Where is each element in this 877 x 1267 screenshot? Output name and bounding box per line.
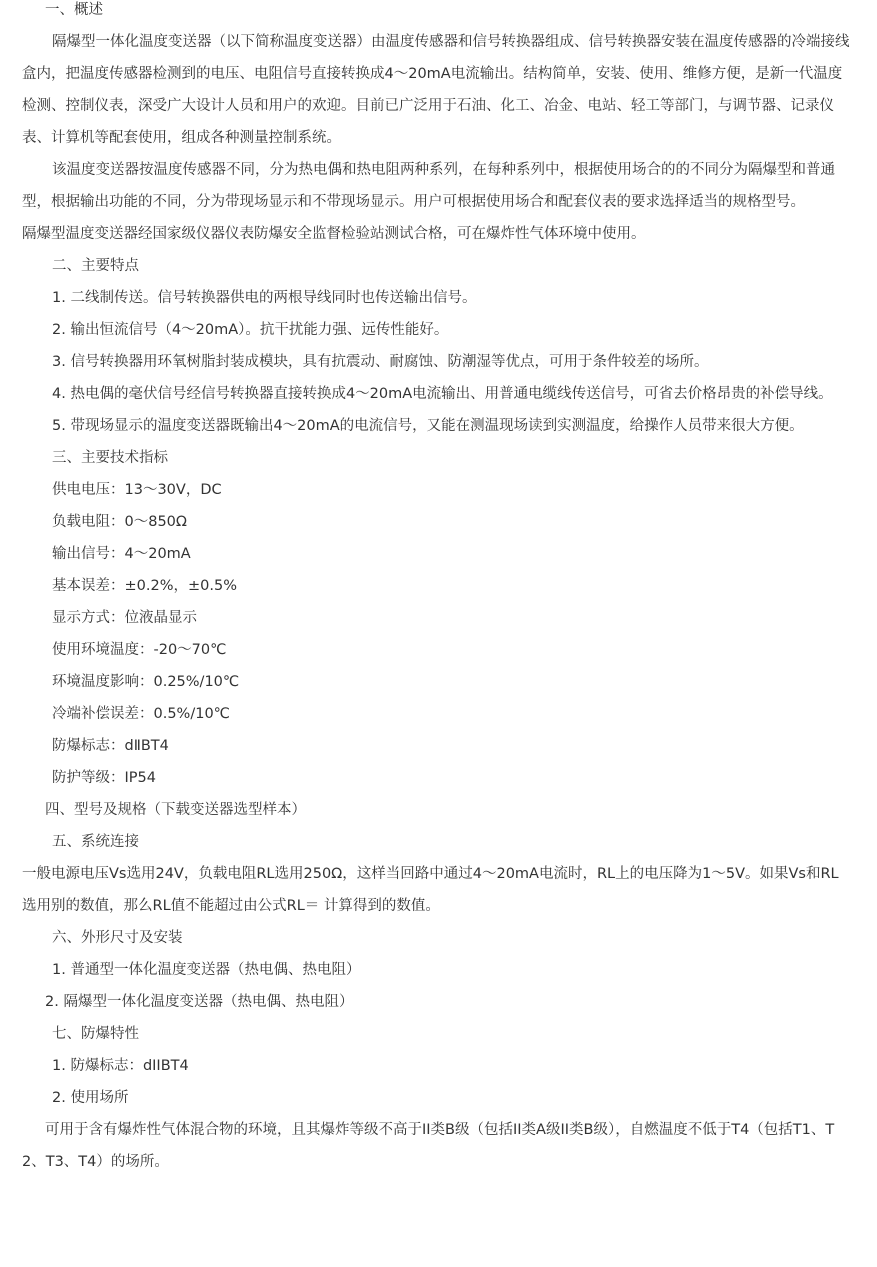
paragraph: 供电电压：13～30V，DC [52,482,222,498]
paragraph: 使用环境温度：-20～70℃ [52,642,227,658]
paragraph: 1. 二线制传送。信号转换器供电的两根导线同时也传送输出信号。 [52,290,477,306]
paragraph: 1. 普通型一体化温度变送器（热电偶、热电阻） [52,962,361,978]
paragraph: 负载电阻：0～850Ω [52,514,187,530]
paragraph: 可用于含有爆炸性气体混合物的环境，且其爆炸等级不高于II类B级（包括II类A级II类B级），自燃温度不低于T4（包括T1、T2、T3、T4）的场所。 [22,1122,835,1170]
paragraph: 一般电源电压Ⅴs选用24V，负载电阻RL选用250Ω，这样当回路中通过4～20mA电流时，RL上的电压降为1～5V。如果Ⅴs和RL选用别的数值，那么RL值不能超过由公式RL＝ 计算得到的数值。 [22,866,839,914]
paragraph: 4. 热电偶的毫伏信号经信号转换器直接转换成4～20mA电流输出、用普通电缆线传送信号，可省去价格昂贵的补偿导线。 [52,386,833,402]
paragraph: 5. 带现场显示的温度变送器既输出4～20mA的电流信号，又能在测温现场读到实测温度，给操作人员带来很大方便。 [52,418,804,434]
paragraph: 隔爆型温度变送器经国家级仪器仪表防爆安全监督检验站测试合格，可在爆炸性气体环境中使用。 [22,226,646,242]
paragraph: 2. 隔爆型一体化温度变送器（热电偶、热电阻） [45,994,354,1010]
paragraph: 3. 信号转换器用环氧树脂封装成模块，具有抗震动、耐腐蚀、防潮湿等优点，可用于条件较差的场所。 [52,354,709,370]
paragraph: 二、主要特点 [52,258,139,274]
paragraph: 环境温度影响：0.25%/10℃ [52,674,240,690]
paragraph: 七、防爆特性 [52,1026,139,1042]
paragraph: 防爆标志：dⅡBT4 [52,738,169,754]
paragraph: 1. 防爆标志：dIIBT4 [52,1058,189,1074]
paragraph: 冷端补偿误差：0.5%/10℃ [52,706,230,722]
paragraph: 2. 使用场所 [52,1090,129,1106]
paragraph: 三、主要技术指标 [52,450,168,466]
paragraph: 五、系统连接 [52,834,139,850]
paragraph: 2. 输出恒流信号（4～20mA）。抗干扰能力强、远传性能好。 [52,322,449,338]
paragraph: 该温度变送器按温度传感器不同，分为热电偶和热电阻两种系列，在每种系列中，根据使用场合的的不同分为隔爆型和普通型，根据输出功能的不同，分为带现场显示和不带现场显示。用户可根据使用场合和配套仪表的要求选择适当的规格型号。 [22,162,835,210]
document-body [22,0,852,1178]
paragraph: 四、型号及规格（下载变送器选型样本） [45,802,306,818]
paragraph: 六、外形尺寸及安装 [52,930,183,946]
paragraph: 防护等级：IP54 [52,770,156,786]
paragraph: 基本误差：±0.2%，±0.5% [52,578,237,594]
paragraph: 显示方式：位液晶显示 [52,610,197,626]
paragraph: 隔爆型一体化温度变送器（以下简称温度变送器）由温度传感器和信号转换器组成、信号转换器安装在温度传感器的冷端接线盒内，把温度传感器检测到的电压、电阻信号直接转换成4～20mA电流输出。结构简单，安装、使用、维修方便，是新一代温度检测、控制仪表，深受广大设计人员和用户的欢迎。目前已广泛用于石油、化工、冶金、电站、轻工等部门，与调节器、记录仪表、计算机等配套使用，组成各种测量控制系统。 [22,34,850,146]
paragraph: 一、概述 [45,2,103,18]
paragraph: 输出信号：4～20mA [52,546,191,562]
